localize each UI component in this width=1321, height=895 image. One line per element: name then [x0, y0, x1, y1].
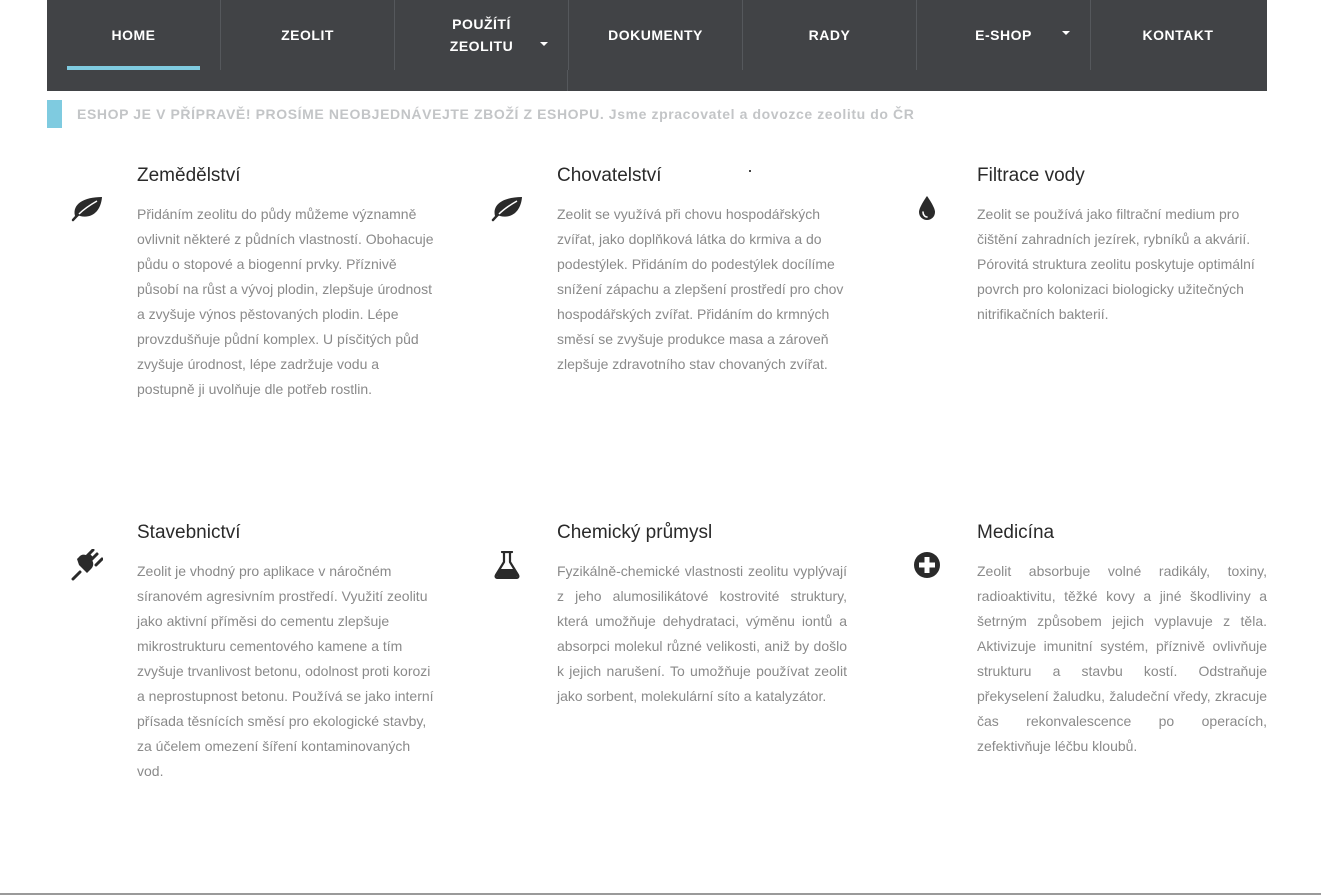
- nav-item-home[interactable]: [47, 0, 221, 70]
- feature-title: Zemědělství: [137, 165, 241, 186]
- feature-text: Přidáním zeolitu do půdy můžeme významně ovlivnit některé z půdních vlastností. Obohacuje půdu o stopové a biogenní prvky. Příznivě působí na růst a vývoj plodin, zlepšuje úrodnost a zvyšuje výnos pěstovaných plodin. Lépe provzdušňuje půdní komplex. U písčitých půd zvyšuje úrodnost, lépe zadržuje vodu a postupně ji uvolňuje dle potřeb rostlin.: [137, 206, 434, 397]
- feature-zemedelstvi: [137, 164, 437, 402]
- caret-down-icon: [1062, 31, 1070, 35]
- nav-item-label: ZEOLIT: [281, 27, 334, 43]
- feature-title: Chovatelství: [557, 165, 662, 186]
- feature-text: Zeolit se používá jako filtrační medium pro čištění zahradních jezírek, rybníků a akvárií. Pórovitá struktura zeolitu poskytuje optimální povrch pro kolonizaci biologicky užitečných nitrifikačních bakterií.: [977, 206, 1255, 322]
- nav-item-dokumenty[interactable]: [569, 0, 743, 70]
- feature-chovatelstvi: [557, 164, 857, 377]
- notice-text: ESHOP JE V PŘÍPRAVĚ! PROSÍME NEOBJEDNÁVEJTE ZBOŽÍ Z ESHOPU. Jsme zpracovatel a dovozce zeolitu do ČR: [77, 106, 915, 122]
- nav-item-rady[interactable]: [743, 0, 917, 70]
- feature-medicina: [977, 521, 1277, 759]
- nav-item-kontakt[interactable]: [1091, 0, 1265, 70]
- nav-item-eshop[interactable]: [917, 0, 1091, 70]
- feature-text: Zeolit se využívá při chovu hospodářských zvířat, jako doplňková látka do krmiva a do podestýlek. Přidáním do podestýlek docílíme snížení zápachu a zlepšení prostředí pro chov hospodářských zvířat. Přidáním do krmných směsí se zvyšuje produkce masa a zároveň zlepšuje zdravotního stav chovaných zvířat.: [557, 206, 844, 372]
- nav-item-label: E-SHOP: [975, 27, 1032, 43]
- leaf-icon: [67, 188, 107, 228]
- water-drop-icon: [907, 188, 947, 228]
- eshop-notice: [47, 100, 914, 128]
- nav-item-pouziti-zeolitu[interactable]: [395, 0, 569, 70]
- main-nav: [47, 0, 1267, 91]
- nav-item-label: POUŽÍTÍ ZEOLITU: [449, 16, 514, 54]
- nav-item-label: RADY: [808, 27, 851, 43]
- plus-circle-icon: [907, 545, 947, 585]
- feature-stavebnictvi: [137, 521, 437, 784]
- notice-accent-bar: [47, 100, 62, 128]
- feature-title: Filtrace vody: [977, 165, 1085, 186]
- nav-item-label: HOME: [111, 27, 156, 43]
- feature-chemicky-prumysl: [557, 521, 857, 709]
- nav-item-label: KONTAKT: [1142, 27, 1214, 43]
- nav-item-zeolit[interactable]: [221, 0, 395, 70]
- nav-item-label: DOKUMENTY: [608, 27, 703, 43]
- caret-down-icon: [540, 42, 548, 46]
- flask-icon: [487, 545, 527, 585]
- leaf-icon: [487, 188, 527, 228]
- feature-text: Fyzikálně-chemické vlastnosti zeolitu vyplývají z jeho alumosilikátové kostrovité struktury, která umožňuje dehydrataci, výměnu iontů a absorpci molekul různé velikosti, aniž by došlo k jejich narušení. To umožňuje používat zeolit jako sorbent, molekulární síto a katalyzátor.: [557, 563, 847, 704]
- feature-text: Zeolit je vhodný pro aplikace v náročném síranovém agresivním prostředí. Využití zeolitu jako aktivní příměsi do cementu zlepšuje mikrostrukturu cementového kamene a tím zvyšuje trvanlivost betonu, odolnost proti korozi a neprostupnost betonu. Používá se jako interní přísada těsnících směsí pro ekologické stavby, za účelem omezení šíření kontaminovaných vod.: [137, 563, 434, 779]
- feature-filtrace-vody: [977, 164, 1277, 327]
- feature-title: Stavebnictví: [137, 522, 241, 543]
- feature-title: Chemický průmysl: [557, 522, 713, 543]
- feature-title: Medicína: [977, 522, 1055, 543]
- feature-text: Zeolit absorbuje volné radikály, toxiny, radioaktivitu, těžké kovy a jiné škodliviny a šetrným způsobem jejich vyplavuje z těla. Aktivizuje imunitní systém, příznivě ovlivňuje strukturu a stavbu kostí. Odstraňuje překyselení žaludku, žaludeční vředy, zkracuje čas rekonvalescence po operacích, zefektivňuje léčbu kloubů.: [977, 563, 1267, 754]
- plug-icon: [67, 545, 107, 585]
